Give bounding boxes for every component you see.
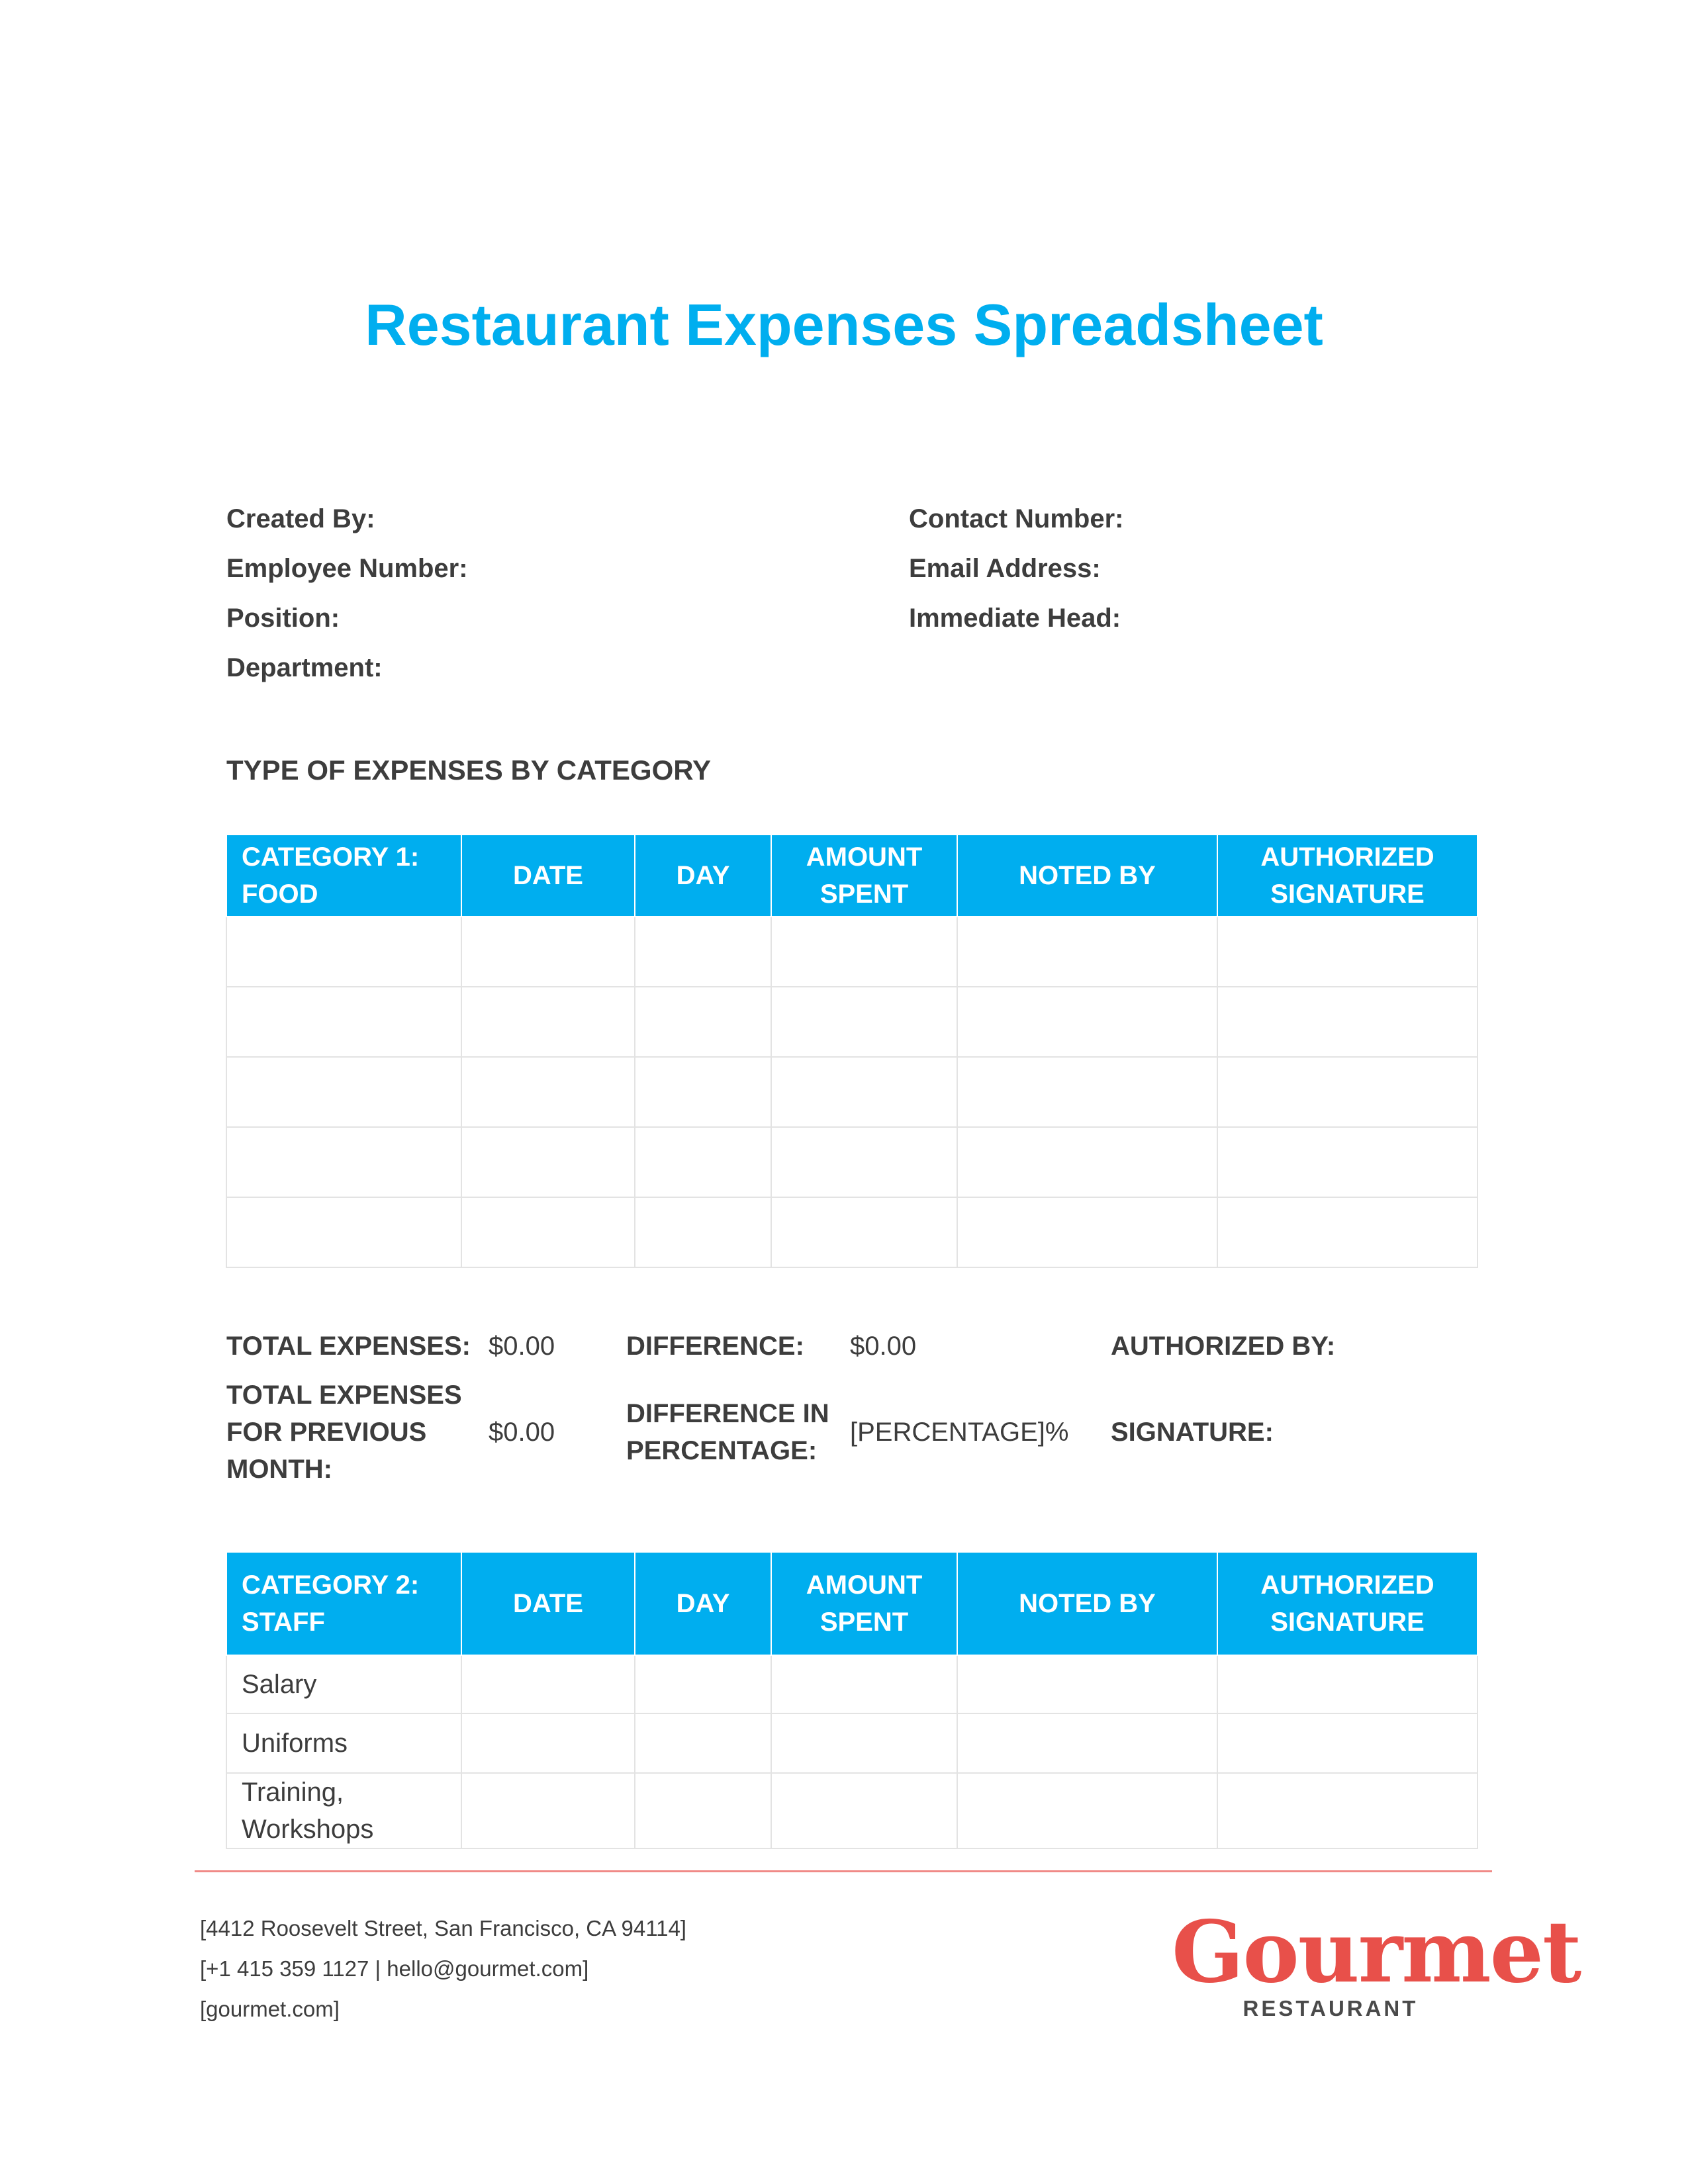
date-cell[interactable] [461, 1057, 635, 1127]
amount-cell[interactable] [771, 1773, 957, 1848]
amount-cell[interactable] [771, 987, 957, 1057]
table-row [226, 1773, 1477, 1848]
amount-cell[interactable] [771, 1197, 957, 1267]
difference-percentage-label: DIFFERENCE IN PERCENTAGE: [626, 1399, 829, 1465]
noted-by-cell[interactable] [957, 1057, 1217, 1127]
page-title: Restaurant Expenses Spreadsheet [365, 292, 1323, 357]
category-cell[interactable] [226, 987, 461, 1057]
category-cell[interactable] [226, 1057, 461, 1127]
table-row [226, 1655, 1477, 1713]
table-row [226, 1713, 1477, 1773]
footer-address: [4412 Roosevelt Street, San Francisco, CA 94114] [200, 1916, 686, 1940]
day-cell[interactable] [635, 1057, 771, 1127]
signature-cell[interactable] [1217, 1773, 1477, 1848]
table-row [226, 1057, 1477, 1127]
date-cell[interactable] [461, 1713, 635, 1773]
authorized-by-label: AUTHORIZED BY: [1111, 1332, 1336, 1361]
staff-expenses-table [226, 1551, 1478, 1849]
authorized-signature-column-header: AUTHORIZED SIGNATURE [1217, 1552, 1477, 1655]
date-cell[interactable] [461, 1655, 635, 1713]
date-cell[interactable] [461, 1773, 635, 1848]
table-header-row [226, 1552, 1477, 1655]
date-column-header: DATE [461, 835, 635, 917]
created-by-label: Created By: [226, 504, 375, 533]
table-header-row [226, 835, 1477, 917]
date-cell[interactable] [461, 1127, 635, 1197]
signature-label: SIGNATURE: [1111, 1418, 1274, 1447]
authorized-signature-column-header: AUTHORIZED SIGNATURE [1217, 835, 1477, 917]
signature-cell[interactable] [1217, 1655, 1477, 1713]
signature-cell[interactable] [1217, 917, 1477, 987]
table-row [226, 1127, 1477, 1197]
contact-number-label: Contact Number: [909, 504, 1124, 533]
noted-by-cell[interactable] [957, 1655, 1217, 1713]
amount-cell[interactable] [771, 1057, 957, 1127]
noted-by-cell[interactable] [957, 987, 1217, 1057]
day-cell[interactable] [635, 987, 771, 1057]
day-cell[interactable] [635, 1655, 771, 1713]
day-cell[interactable] [635, 917, 771, 987]
day-column-header: DAY [635, 1552, 771, 1655]
email-address-label: Email Address: [909, 554, 1101, 583]
noted-by-cell[interactable] [957, 1197, 1217, 1267]
amount-cell[interactable] [771, 1713, 957, 1773]
day-cell[interactable] [635, 1127, 771, 1197]
difference-label: DIFFERENCE: [626, 1332, 804, 1361]
footer-divider [195, 1870, 1492, 1872]
date-cell[interactable] [461, 917, 635, 987]
noted-by-cell[interactable] [957, 917, 1217, 987]
department-label: Department: [226, 653, 383, 682]
category-cell[interactable]: Salary [226, 1655, 461, 1713]
category-cell[interactable]: Uniforms [226, 1713, 461, 1773]
noted-by-cell[interactable] [957, 1773, 1217, 1848]
category-cell[interactable]: Training, Workshops [226, 1773, 461, 1848]
day-cell[interactable] [635, 1197, 771, 1267]
total-expenses-value[interactable]: $0.00 [489, 1332, 555, 1361]
gourmet-logo [1172, 1903, 1581, 2025]
category-cell[interactable] [226, 1127, 461, 1197]
logo-subtitle: RESTAURANT [1243, 1996, 1419, 2021]
category-cell[interactable] [226, 917, 461, 987]
signature-cell[interactable] [1217, 987, 1477, 1057]
category-cell[interactable] [226, 1197, 461, 1267]
amount-cell[interactable] [771, 917, 957, 987]
noted-by-cell[interactable] [957, 1713, 1217, 1773]
amount-cell[interactable] [771, 1127, 957, 1197]
signature-cell[interactable] [1217, 1127, 1477, 1197]
noted-by-cell[interactable] [957, 1127, 1217, 1197]
total-prev-month-value[interactable]: $0.00 [489, 1418, 555, 1447]
table-row [226, 917, 1477, 987]
signature-cell[interactable] [1217, 1057, 1477, 1127]
immediate-head-label: Immediate Head: [909, 604, 1121, 633]
table-row [226, 987, 1477, 1057]
date-cell[interactable] [461, 1197, 635, 1267]
amount-cell[interactable] [771, 1655, 957, 1713]
date-column-header: DATE [461, 1552, 635, 1655]
difference-value[interactable]: $0.00 [850, 1332, 917, 1361]
signature-cell[interactable] [1217, 1713, 1477, 1773]
day-cell[interactable] [635, 1713, 771, 1773]
day-cell[interactable] [635, 1773, 771, 1848]
difference-percentage-value[interactable]: [PERCENTAGE]% [850, 1418, 1069, 1447]
date-cell[interactable] [461, 987, 635, 1057]
day-column-header: DAY [635, 835, 771, 917]
category-1-header: CATEGORY 1: FOOD [226, 835, 461, 917]
food-expenses-table [226, 834, 1478, 1268]
footer-website[interactable]: [gourmet.com] [200, 1997, 340, 2021]
employee-number-label: Employee Number: [226, 554, 468, 583]
table-row [226, 1197, 1477, 1267]
position-label: Position: [226, 604, 340, 633]
category-2-header: CATEGORY 2: STAFF [226, 1552, 461, 1655]
signature-cell[interactable] [1217, 1197, 1477, 1267]
noted-by-column-header: NOTED BY [957, 1552, 1217, 1655]
total-prev-month-label: TOTAL EXPENSES FOR PREVIOUS MONTH: [226, 1381, 462, 1484]
amount-spent-column-header: AMOUNT SPENT [771, 835, 957, 917]
footer-contact[interactable]: [+1 415 359 1127 | hello@gourmet.com] [200, 1956, 589, 1981]
logo-wordmark: Gourmet [1172, 1903, 1581, 2002]
amount-spent-column-header: AMOUNT SPENT [771, 1552, 957, 1655]
section-heading: TYPE OF EXPENSES BY CATEGORY [226, 754, 712, 786]
total-expenses-label: TOTAL EXPENSES: [226, 1332, 471, 1361]
noted-by-column-header: NOTED BY [957, 835, 1217, 917]
